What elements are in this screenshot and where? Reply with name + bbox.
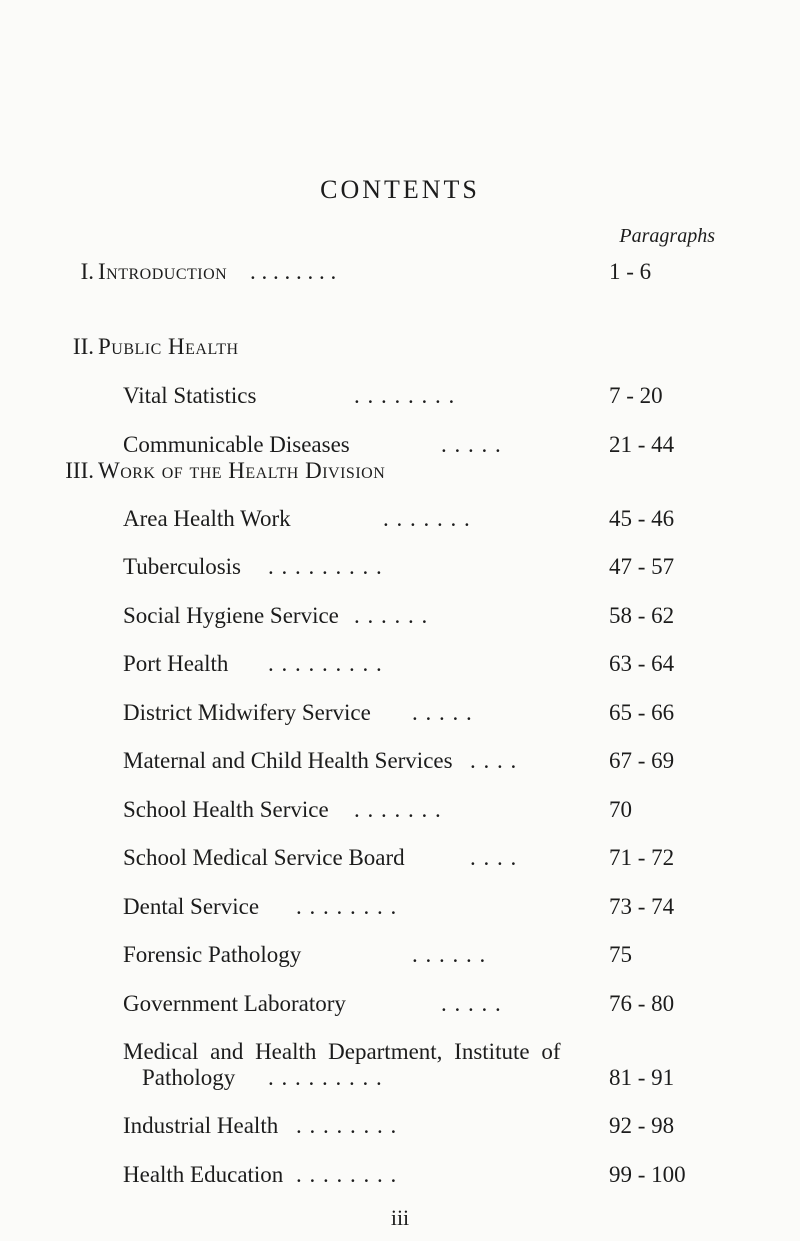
dot-leader: . . . . . . — [354, 602, 429, 628]
entry-label: District Midwifery Service — [123, 699, 371, 725]
dot-leader: . . . . . . . . . — [268, 1064, 383, 1090]
dot-leader: . . . . — [470, 748, 518, 774]
entry-label: School Medical Service Board — [123, 845, 405, 871]
paragraph-range: 47 - 57 — [609, 554, 675, 580]
dot-leader: . . . . . . . — [354, 796, 442, 822]
section-heading: Work of the Health Division — [98, 457, 386, 483]
entry-label: Tuberculosis — [123, 554, 241, 580]
dot-leader: . . . . . . . . — [296, 1113, 398, 1139]
dot-leader: . . . . . . . . . — [268, 554, 383, 580]
entry-label: School Health Service — [123, 796, 329, 822]
page-title: CONTENTS — [320, 175, 480, 204]
paragraph-range: 7 - 20 — [609, 383, 663, 409]
dot-leader: . . . . . . . . — [296, 1161, 398, 1187]
entry-label-continued: Pathology — [142, 1064, 236, 1090]
entry-label: Medical and Health Department, Institute of — [123, 1038, 561, 1064]
dot-leader: . . . . . — [441, 990, 502, 1016]
dot-leader: . . . . — [470, 845, 518, 871]
paragraph-range: 81 - 91 — [609, 1064, 675, 1090]
entry-label: Area Health Work — [123, 506, 291, 531]
paragraph-range: 65 - 66 — [609, 699, 675, 725]
entry-label: Government Laboratory — [123, 990, 346, 1016]
entry-label: Forensic Pathology — [123, 942, 302, 968]
paragraph-range: 63 - 64 — [609, 651, 675, 677]
paragraph-range: 71 - 72 — [609, 845, 675, 871]
dot-leader: . . . . . . . . — [250, 259, 337, 284]
entry-label: Social Hygiene Service — [123, 602, 339, 628]
dot-leader: . . . . . . . . — [296, 893, 398, 919]
section-numeral: I. — [80, 259, 94, 284]
entry-label: Vital Statistics — [123, 383, 257, 409]
paragraph-range: 67 - 69 — [609, 748, 675, 774]
paragraph-range: 21 - 44 — [609, 431, 675, 457]
dot-leader: . . . . . . . . . — [268, 651, 383, 677]
paragraph-range: 58 - 62 — [609, 602, 675, 628]
paragraph-range: 1 - 6 — [609, 259, 652, 284]
section-heading: Introduction — [98, 259, 228, 284]
dot-leader: . . . . . — [441, 431, 502, 457]
entry-label: Dental Service — [123, 893, 260, 919]
section-numeral: III. — [65, 457, 94, 483]
dot-leader: . . . . . . . . — [354, 383, 456, 409]
column-header-paragraphs: Paragraphs — [619, 225, 715, 247]
paragraph-range: 99 - 100 — [609, 1161, 686, 1187]
dot-leader: . . . . . . . — [383, 506, 471, 531]
paragraph-range: 76 - 80 — [609, 990, 675, 1016]
paragraph-range: 73 - 74 — [609, 893, 675, 919]
page-number: iii — [390, 1205, 410, 1230]
dot-leader: . . . . . — [412, 699, 473, 725]
entry-label: Maternal and Child Health Services — [123, 748, 453, 774]
section-numeral: II. — [72, 334, 94, 360]
section-heading: Public Health — [98, 334, 239, 360]
paragraph-range: 45 - 46 — [609, 506, 675, 531]
dot-leader: . . . . . . — [412, 942, 487, 968]
paragraph-range: 75 — [609, 942, 632, 968]
entry-label: Communicable Diseases — [123, 431, 350, 457]
paragraph-range: 92 - 98 — [609, 1113, 675, 1139]
entry-label: Port Health — [123, 651, 229, 677]
entry-label: Industrial Health — [123, 1113, 279, 1139]
paragraph-range: 70 — [609, 796, 632, 822]
entry-label: Health Education — [123, 1161, 284, 1187]
